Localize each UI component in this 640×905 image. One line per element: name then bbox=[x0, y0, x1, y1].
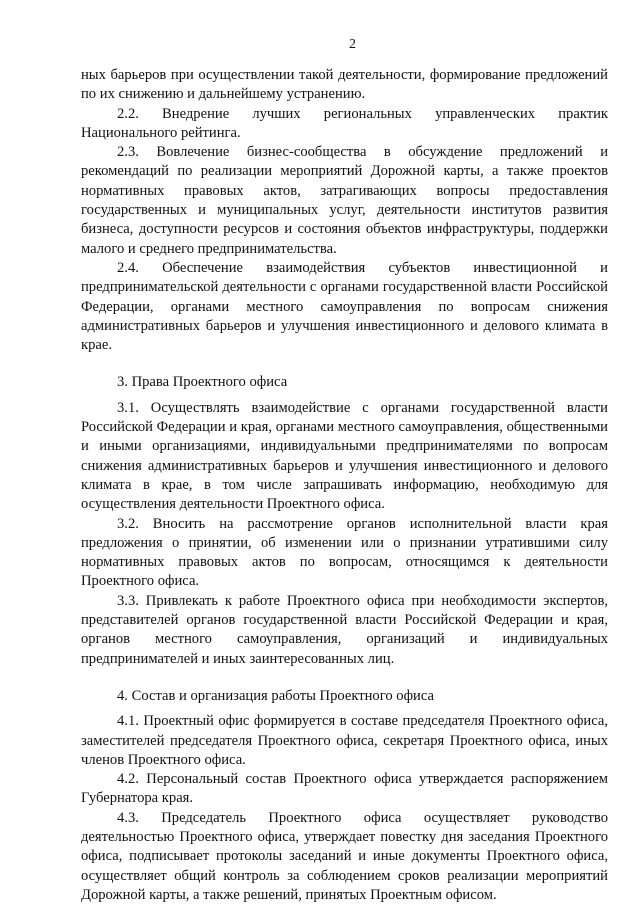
paragraph-2-4: 2.4. Обеспечение взаимодействия субъектов инвестиционной и предпринимательской деятельности с органами государственной власти Российской Федерации, органами местного самоуправления по вопросам снижения административных барьеров и улучшения инвестиционного и делового климата в крае. bbox=[81, 259, 608, 354]
paragraph-3-3: 3.3. Привлекать к работе Проектного офиса при необходимости экспертов, представителей органов государственной власти Российской Федерации и края, органов местного самоуправления, организаций и индивидуальных предпринимателей и иных заинтересованных лиц. bbox=[81, 592, 608, 667]
paragraph-4-3: 4.3. Председатель Проектного офиса осуществляет руководство деятельностью Проектного офиса, утверждает повестку дня заседания Проектного офиса, подписывает протоколы заседаний и иные документы Проектного офиса, осуществляет общий контроль за соблюдением сроков реализации мероприятий Дорожной карты, а также решений, принятых Проектным офисом. bbox=[81, 809, 608, 903]
page-number: 2 bbox=[349, 37, 356, 52]
document-page bbox=[81, 36, 608, 905]
section-gap bbox=[81, 669, 608, 687]
paragraph-2-3: 2.3. Вовлечение бизнес-сообщества в обсуждение предложений и рекомендаций по реализации мероприятий Дорожной карты, а также проектов нормативных правовых актов, затрагивающих вопросы предоставления государственных и муниципальных услуг, деятельности институтов развития бизнеса, доступности ресурсов и состояния объектов инфраструктуры, поддержки малого и среднего предпринимательства. bbox=[81, 144, 608, 257]
paragraph-4-2: 4.2. Персональный состав Проектного офиса утверждается распоряжением Губернатора края. bbox=[81, 771, 608, 807]
section-3-heading: 3. Права Проектного офиса bbox=[117, 374, 288, 391]
paragraph-3-1: 3.1. Осуществлять взаимодействие с органами государственной власти Российской Федерации и края, органами местного самоуправления, общественными и иными организациями, индивидуальными предпринимателями по вопросам снижения административных барьеров и улучшения инвестиционного и делового климата в крае, в том числе запрашивать информацию, необходимую для осуществления деятельности Проектного офиса. bbox=[81, 399, 608, 513]
section-4-heading: 4. Состав и организация работы Проектного офиса bbox=[117, 687, 434, 704]
paragraph-2-2: 2.2. Внедрение лучших региональных управленческих практик Национального рейтинга. bbox=[81, 105, 608, 141]
paragraph-3-2: 3.2. Вносить на рассмотрение органов исполнительной власти края предложения о принятии, об изменении или о признании утратившими силу нормативных правовых актов по вопросам, относящимся к деятельности Проектного офиса. bbox=[81, 515, 608, 590]
section-gap bbox=[81, 355, 608, 373]
paragraph-4-1: 4.1. Проектный офис формируется в составе председателя Проектного офиса, заместителей председателя Проектного офиса, секретаря Проектного офиса, иных членов Проектного офиса. bbox=[81, 713, 608, 768]
paragraph-continuation: ных барьеров при осуществлении такой деятельности, формирование предложений по их снижению и дальнейшему устранению. bbox=[81, 67, 608, 103]
